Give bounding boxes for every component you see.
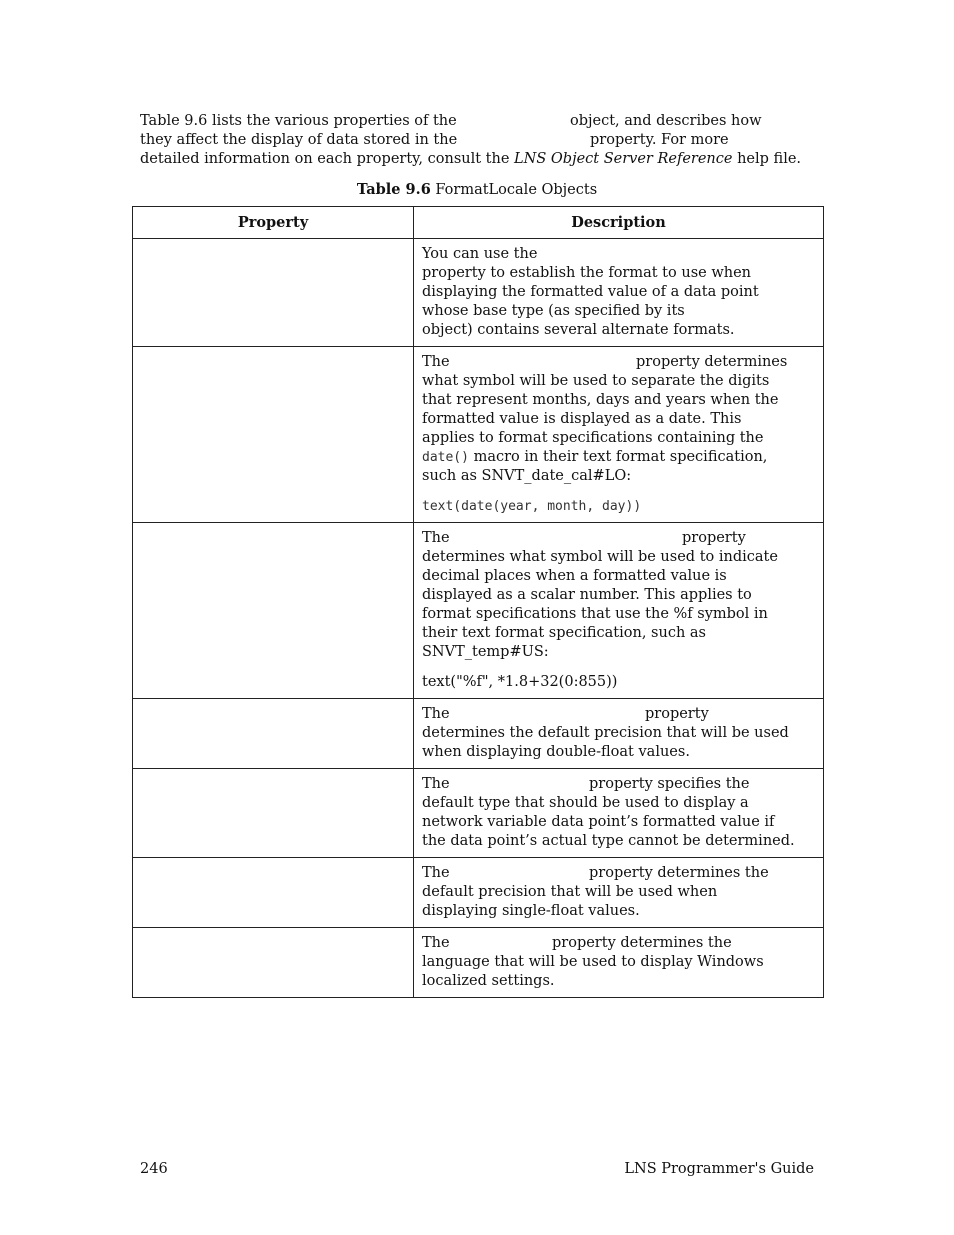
desc-line: determines the default precision that will be used xyxy=(422,725,789,741)
desc-line: that represent months, days and years when the xyxy=(422,392,779,408)
desc-line: whose base type (as specified by its xyxy=(422,303,685,319)
description-cell xyxy=(414,347,824,523)
property-cell xyxy=(133,858,414,928)
desc-line: property determines the xyxy=(589,865,769,881)
page-number: 246 xyxy=(140,1161,168,1177)
desc-line: when displaying double-float values. xyxy=(422,744,690,760)
description-cell xyxy=(414,239,824,347)
table-row xyxy=(133,699,824,769)
description-cell xyxy=(414,699,824,769)
desc-line: language that will be used to display Windows xyxy=(422,954,764,970)
table-row xyxy=(133,858,824,928)
desc-line: displayed as a scalar number. This applies to xyxy=(422,587,752,603)
date-macro-code: date() xyxy=(422,450,469,465)
code-example: text("%f", *1.8+32(0:855)) xyxy=(422,674,618,690)
description-header: Description xyxy=(414,207,824,239)
desc-line: default precision that will be used when xyxy=(422,884,718,900)
table-row xyxy=(133,928,824,998)
desc-line: network variable data point’s formatted value if xyxy=(422,814,775,830)
desc-line: The xyxy=(422,865,450,881)
desc-line: property xyxy=(645,706,709,722)
intro-text: Table 9.6 lists the various properties of the xyxy=(140,113,457,129)
desc-line: localized settings. xyxy=(422,973,555,989)
desc-line: property xyxy=(682,530,746,546)
book-title: LNS Programmer's Guide xyxy=(624,1161,814,1177)
desc-line: the data point’s actual type cannot be determined. xyxy=(422,833,795,849)
desc-line: The xyxy=(422,530,450,546)
desc-line: property determines the xyxy=(552,935,732,951)
desc-line: property specifies the xyxy=(589,776,750,792)
desc-line: The xyxy=(422,935,450,951)
desc-line: what symbol will be used to separate the digits xyxy=(422,373,770,389)
desc-line: their text format specification, such as xyxy=(422,625,706,641)
desc-line: formatted value is displayed as a date. This xyxy=(422,411,742,427)
desc-line: property determines xyxy=(636,354,788,370)
table-caption xyxy=(0,181,954,198)
property-cell xyxy=(133,523,414,699)
desc-line: applies to format specifications containing the xyxy=(422,430,764,446)
intro-paragraph xyxy=(140,112,830,169)
desc-line: The xyxy=(422,706,450,722)
format-locale-table xyxy=(132,206,824,998)
description-cell xyxy=(414,523,824,699)
table-row xyxy=(133,769,824,858)
description-cell xyxy=(414,858,824,928)
property-header: Property xyxy=(133,207,414,239)
desc-line: displaying single-float values. xyxy=(422,903,640,919)
description-cell xyxy=(414,769,824,858)
desc-line: such as SNVT_date_cal#LO: xyxy=(422,468,632,484)
reference-title: LNS Object Server Reference xyxy=(514,151,733,167)
desc-line: default type that should be used to display a xyxy=(422,795,749,811)
desc-line: decimal places when a formatted value is xyxy=(422,568,727,584)
intro-text: help file. xyxy=(737,151,802,167)
desc-line: macro in their text format specification, xyxy=(473,449,768,465)
desc-line: object) contains several alternate formats. xyxy=(422,322,735,338)
property-cell xyxy=(133,347,414,523)
desc-line: The xyxy=(422,354,450,370)
caption-text: FormatLocale Objects xyxy=(435,182,598,198)
table-row xyxy=(133,239,824,347)
desc-line: property to establish the format to use when xyxy=(422,265,751,281)
desc-line: SNVT_temp#US: xyxy=(422,644,549,660)
description-cell xyxy=(414,928,824,998)
desc-line: displaying the formatted value of a data point xyxy=(422,284,759,300)
desc-line: The xyxy=(422,776,450,792)
property-cell xyxy=(133,699,414,769)
intro-text: they affect the display of data stored in the xyxy=(140,132,458,148)
property-cell xyxy=(133,239,414,347)
table-row xyxy=(133,347,824,523)
intro-text: property. For more xyxy=(590,132,729,148)
intro-text: detailed information on each property, consult the xyxy=(140,151,510,167)
desc-line: format specifications that use the %f symbol in xyxy=(422,606,768,622)
table-row xyxy=(133,523,824,699)
caption-label: Table 9.6 xyxy=(356,181,431,198)
code-example: text(date(year, month, day)) xyxy=(422,499,642,514)
table-header-row xyxy=(133,207,824,239)
property-cell xyxy=(133,769,414,858)
intro-text: object, and describes how xyxy=(570,113,762,129)
property-cell xyxy=(133,928,414,998)
desc-line: determines what symbol will be used to indicate xyxy=(422,549,778,565)
desc-line: You can use the xyxy=(422,246,538,262)
